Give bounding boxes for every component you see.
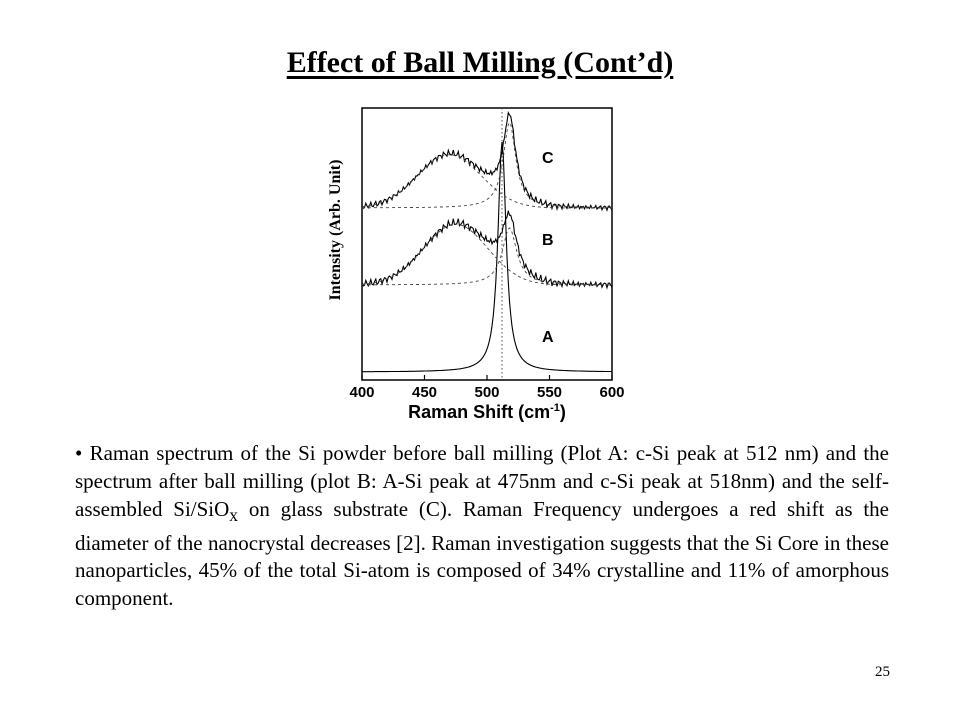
caption-paragraph [75,440,889,613]
plot-frame [362,108,612,380]
caption-text-part2: on glass substrate (C). Raman Frequency undergoes a red shift as the diameter of the nanocrystal decreases [2]. Raman investigation suggests that the Si Core in these nanoparticles, 45% of the total Si-atom is composed of 34% crystalline and 11% of amorphous component. [75,496,889,611]
caption-subscript: x [229,504,239,525]
component-b-2 [362,228,612,285]
component-c-2 [362,123,612,208]
x-tick-label: 500 [474,384,500,401]
x-axis-label-sup: -1 [550,402,560,414]
raman-spectrum-figure [312,100,632,430]
series-label-a: A [542,329,554,346]
x-tick-label: 400 [349,384,375,401]
raman-chart [312,100,632,430]
x-tick-label: 450 [411,384,438,401]
caption-bullet: • [75,441,83,465]
spectrum-b [362,211,612,288]
series-label-b: B [542,232,554,249]
caption-text-part1: Raman spectrum of the Si powder before ball milling (Plot A: c-Si peak at 512 nm) and the spectrum after ball milling (plot B: A-Si peak at 475nm and c-Si peak at 518nm) and the self-assembled Si/SiO [75,441,889,521]
component-c-1 [362,155,612,208]
spectra-group [362,113,612,372]
slide-title: Effect of Ball Milling (Cont’d) [286,46,674,79]
y-axis-label: Intensity (Arb. Unit) [327,159,344,301]
spectrum-a [362,142,612,372]
series-labels-group [542,150,554,346]
x-axis-label-text: Raman Shift (cm [408,402,551,422]
x-tick-label: 600 [599,384,625,401]
component-b-1 [362,224,612,285]
x-axis-label-end: ) [559,402,566,422]
page-number: 25 [875,664,890,680]
series-label-c: C [542,150,554,167]
x-axis-label [408,402,566,422]
x-tick-label: 550 [536,384,563,401]
x-ticks-group [349,375,624,401]
spectrum-c [362,113,612,211]
